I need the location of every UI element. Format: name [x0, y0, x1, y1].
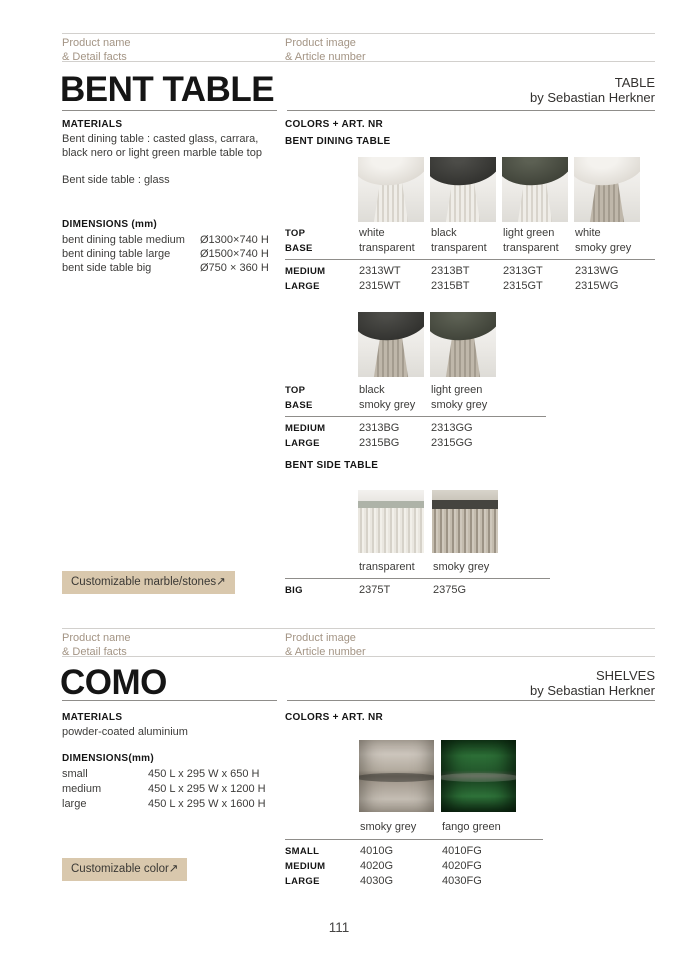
header-rule-bottom	[62, 61, 655, 62]
product-type-bent: TABLE	[614, 75, 655, 90]
cell: transparent	[503, 242, 559, 254]
row-label-large: LARGE	[285, 438, 320, 449]
cell: light green	[431, 384, 483, 396]
dimension-value: Ø1500×740 H	[200, 248, 269, 260]
dimension-value: 450 L x 295 W x 650 H	[148, 768, 260, 780]
cell: 2313BT	[431, 265, 470, 277]
dimension-name: small	[62, 768, 88, 780]
column-header-left-como	[62, 632, 130, 659]
swatch-como-smokygrey	[359, 740, 434, 812]
dimension-name: bent dining table medium	[62, 234, 185, 246]
product-title-bent: BENT TABLE	[60, 70, 275, 109]
materials-text2-bent: Bent side table : glass	[62, 174, 170, 186]
cell: 4020FG	[442, 860, 482, 872]
cell: white	[359, 227, 385, 239]
cell: 2375T	[359, 584, 391, 596]
row-label-top: TOP	[285, 385, 306, 396]
swatch-white-transparent	[358, 157, 424, 222]
cell: smoky grey	[431, 399, 488, 411]
como-swatch-row	[359, 740, 516, 812]
cell: 2313GG	[431, 422, 473, 434]
dimension-row	[62, 247, 292, 261]
dimension-name: medium	[62, 783, 102, 795]
cell: transparent	[359, 561, 415, 573]
cell: 2375G	[433, 584, 467, 596]
row-label-empty	[285, 560, 359, 575]
swatch-side-transparent	[358, 490, 424, 553]
cell: 4010FG	[442, 845, 482, 857]
row-label-medium: MEDIUM	[285, 423, 326, 434]
article-table-side	[285, 560, 550, 598]
column-header-left-line2: & Detail facts	[62, 645, 127, 658]
cell: 2315BT	[431, 280, 470, 292]
row-label-big: BIG	[285, 585, 303, 596]
medium-row	[285, 264, 655, 279]
customizable-color-button[interactable]: Customizable color↗	[62, 858, 187, 881]
dining-swatch-row-2	[358, 312, 496, 377]
large-row	[285, 874, 543, 889]
cell: smoky grey	[433, 561, 490, 573]
article-table-2	[285, 383, 546, 451]
cell: 2315WG	[575, 280, 619, 292]
cell: fango green	[442, 821, 501, 833]
dimensions-label-como: DIMENSIONS(mm)	[62, 753, 154, 764]
side-swatch-row	[358, 490, 498, 553]
dimension-name: bent dining table large	[62, 248, 171, 260]
finish-row	[285, 820, 543, 835]
cell: white	[575, 227, 601, 239]
cell: 4030G	[360, 875, 394, 887]
top-row	[285, 226, 655, 241]
medium-row	[285, 859, 543, 874]
row-label-large: LARGE	[285, 281, 320, 292]
swatch-side-smokygrey	[432, 490, 498, 553]
swatch-como-fangogreen	[441, 740, 516, 812]
product-byline-como	[400, 669, 655, 698]
header-rule-top-como	[62, 628, 655, 629]
column-header-left	[62, 37, 130, 64]
column-header-right-line2: & Article number	[285, 645, 366, 658]
cell: 2315GG	[431, 437, 473, 449]
cell: smoky grey	[359, 399, 416, 411]
dimension-name: large	[62, 798, 87, 810]
table-divider	[285, 416, 546, 417]
small-row	[285, 844, 543, 859]
dimension-value: Ø750 × 360 H	[200, 262, 269, 274]
materials-label-como: MATERIALS	[62, 712, 123, 723]
product-type-como: SHELVES	[595, 668, 655, 683]
finish-row	[285, 560, 550, 575]
cell: 2315WT	[359, 280, 401, 292]
row-label-large: LARGE	[285, 876, 320, 887]
table-divider	[285, 839, 543, 840]
cell: 2313BG	[359, 422, 400, 434]
title-rule-left-bent	[62, 110, 277, 111]
column-header-left-line1: Product name	[62, 632, 131, 644]
customizable-marble-button[interactable]: Customizable marble/stones↗	[62, 571, 235, 594]
dimension-row	[62, 797, 292, 812]
large-row	[285, 436, 546, 451]
dimension-value: Ø1300×740 H	[200, 234, 269, 246]
table-divider	[285, 259, 655, 260]
dining-swatch-row-1	[358, 157, 640, 222]
dimension-row	[62, 767, 292, 782]
title-rule-left-como	[62, 700, 277, 701]
swatch-black-smokygrey	[358, 312, 424, 377]
row-label-top: TOP	[285, 228, 306, 239]
title-rule-right-bent	[287, 110, 655, 111]
designer-bent: by Sebastian Herkner	[529, 89, 655, 105]
medium-row	[285, 421, 546, 436]
base-row	[285, 398, 546, 413]
dimension-row	[62, 233, 292, 247]
dimension-name: bent side table big	[62, 262, 152, 274]
cell: smoky grey	[360, 821, 417, 833]
column-header-right	[285, 37, 366, 64]
dimensions-block-como	[62, 753, 292, 812]
cell: transparent	[431, 242, 487, 254]
cell: 4010G	[360, 845, 394, 857]
row-label-medium: MEDIUM	[285, 861, 326, 872]
article-table-como	[285, 820, 543, 889]
header-rule-top	[62, 33, 655, 34]
row-label-empty	[285, 820, 360, 835]
cell: black	[359, 384, 385, 396]
row-label-base: BASE	[285, 400, 313, 411]
dimensions-block-bent	[62, 219, 292, 275]
dimension-value: 450 L x 295 W x 1200 H	[148, 783, 266, 795]
swatch-black-transparent	[430, 157, 496, 222]
cell: 4020G	[360, 860, 394, 872]
cell: transparent	[359, 242, 415, 254]
column-header-right-line1: Product image	[285, 632, 356, 644]
column-header-left-line2: & Detail facts	[62, 50, 127, 63]
dimension-row	[62, 782, 292, 797]
row-label-small: SMALL	[285, 846, 320, 857]
cell: 2313WG	[575, 265, 619, 277]
top-row	[285, 383, 546, 398]
table-divider	[285, 578, 550, 579]
large-row	[285, 279, 655, 294]
materials-block-como	[62, 712, 282, 740]
dining-table-label: BENT DINING TABLE	[285, 136, 391, 147]
column-header-right-line2: & Article number	[285, 50, 366, 63]
colors-label-bent: COLORS + ART. NR	[285, 119, 384, 130]
cell: 2313WT	[359, 265, 401, 277]
designer-como: by Sebastian Herkner	[529, 682, 655, 698]
swatch-lightgreen-smokygrey	[430, 312, 496, 377]
cell: smoky grey	[575, 242, 632, 254]
swatch-white-smokygrey	[574, 157, 640, 222]
column-header-right-line1: Product image	[285, 37, 356, 49]
column-header-right-como	[285, 632, 366, 659]
side-table-label: BENT SIDE TABLE	[285, 460, 379, 471]
cell: 4030FG	[442, 875, 482, 887]
product-byline-bent	[400, 76, 655, 105]
base-row	[285, 241, 655, 256]
page-number: 111	[328, 920, 350, 935]
dimension-row	[62, 261, 292, 275]
title-rule-right-como	[287, 700, 655, 701]
dimension-value: 450 L x 295 W x 1600 H	[148, 798, 266, 810]
column-header-left-line1: Product name	[62, 37, 131, 49]
materials-block-bent	[62, 119, 280, 188]
cell: 2313GT	[503, 265, 543, 277]
big-row	[285, 583, 550, 598]
header-rule-bottom-como	[62, 656, 655, 657]
colors-label-como: COLORS + ART. NR	[285, 712, 384, 723]
dimensions-label-bent: DIMENSIONS (mm)	[62, 219, 158, 230]
row-label-medium: MEDIUM	[285, 266, 326, 277]
article-table-1	[285, 226, 655, 294]
swatch-lightgreen-transparent	[502, 157, 568, 222]
cell: black	[431, 227, 457, 239]
cell: light green	[503, 227, 555, 239]
row-label-base: BASE	[285, 243, 313, 254]
materials-text-como: powder-coated aluminium	[62, 726, 188, 738]
product-title-como: COMO	[60, 663, 167, 702]
cell: 2315GT	[503, 280, 543, 292]
materials-label-bent: MATERIALS	[62, 119, 123, 130]
materials-text-bent: Bent dining table : casted glass, carrara, black nero or light green marble table top	[62, 133, 262, 159]
cell: 2315BG	[359, 437, 400, 449]
